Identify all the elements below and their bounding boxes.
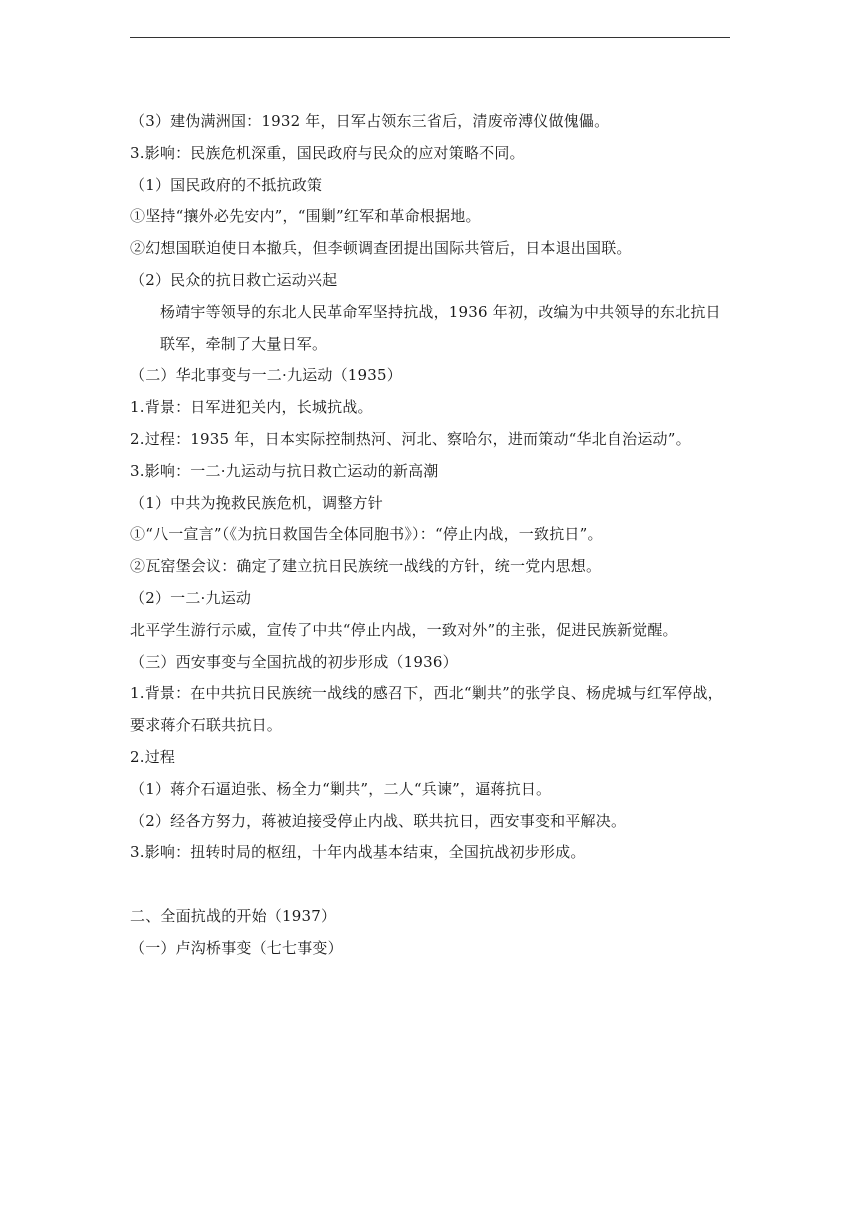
text-line: （3）建伪满洲国：1932 年，日军占领东三省后，清废帝溥仪做傀儡。	[130, 112, 610, 130]
text-line: （1）中共为挽救民族危机，调整方针	[130, 493, 383, 512]
text-line: 3.影响：一二·九运动与抗日救亡运动的新高潮	[130, 461, 439, 480]
paragraph: 杨靖宇等领导的东北人民革命军坚持抗战，1936 年初，改编为中共领导的东北抗日联军，牵制了大量日军。	[160, 302, 721, 353]
text-line: （2）经各方努力，蒋被迫接受停止内战、联共抗日，西安事变和平解决。	[130, 811, 627, 830]
blank-line	[130, 869, 730, 901]
header-rule	[130, 37, 730, 38]
text-line: ①“八一宣言”（《为抗日救国告全体同胞书》）：“停止内战，一致抗日”。	[130, 525, 603, 544]
paragraph: 北平学生游行示威，宣传了中共“停止内战，一致对外”的主张，促进民族新觉醒。	[130, 620, 678, 639]
text-line: 3.影响：扭转时局的枢纽，十年内战基本结束，全国抗战初步形成。	[130, 843, 586, 862]
text-line: ②瓦窑堡会议：确定了建立抗日民族统一战线的方针，统一党内思想。	[130, 557, 602, 576]
text-line: （2）民众的抗日救亡运动兴起	[130, 270, 338, 289]
section-heading: （一）卢沟桥事变（七七事变）	[130, 938, 343, 957]
text-line: 1.背景：日军进犯关内，长城抗战。	[130, 398, 373, 417]
text-line: ②幻想国联迫使日本撤兵，但李顿调查团提出国际共管后，日本退出国联。	[130, 239, 632, 258]
text-line: 2.过程	[130, 747, 176, 766]
paragraph: 1.背景：在中共抗日民族统一战线的感召下，西北“剿共”的张学良、杨虎城与红军停战，要求蒋介石联共抗日。	[130, 684, 723, 735]
text-line: （1）国民政府的不抵抗政策	[130, 175, 323, 194]
text-line: （2）一二·九运动	[130, 588, 252, 607]
text-line: ①坚持“攘外必先安内”，“围剿”红军和革命根据地。	[130, 207, 481, 226]
paragraph: 2.过程：1935 年，日本实际控制热河、河北、察哈尔，进而策动“华北自治运动”。	[130, 429, 691, 448]
text-line: （1）蒋介石逼迫张、杨全力“剿共”，二人“兵谏”，逼蒋抗日。	[130, 779, 552, 798]
section-heading: （二）华北事变与一二·九运动（1935）	[130, 366, 402, 385]
document-body	[130, 106, 730, 965]
section-heading: （三）西安事变与全国抗战的初步形成（1936）	[130, 652, 458, 671]
text-line: 3.影响：民族危机深重，国民政府与民众的应对策略不同。	[130, 143, 525, 162]
chapter-heading: 二、全面抗战的开始（1937）	[130, 906, 337, 925]
